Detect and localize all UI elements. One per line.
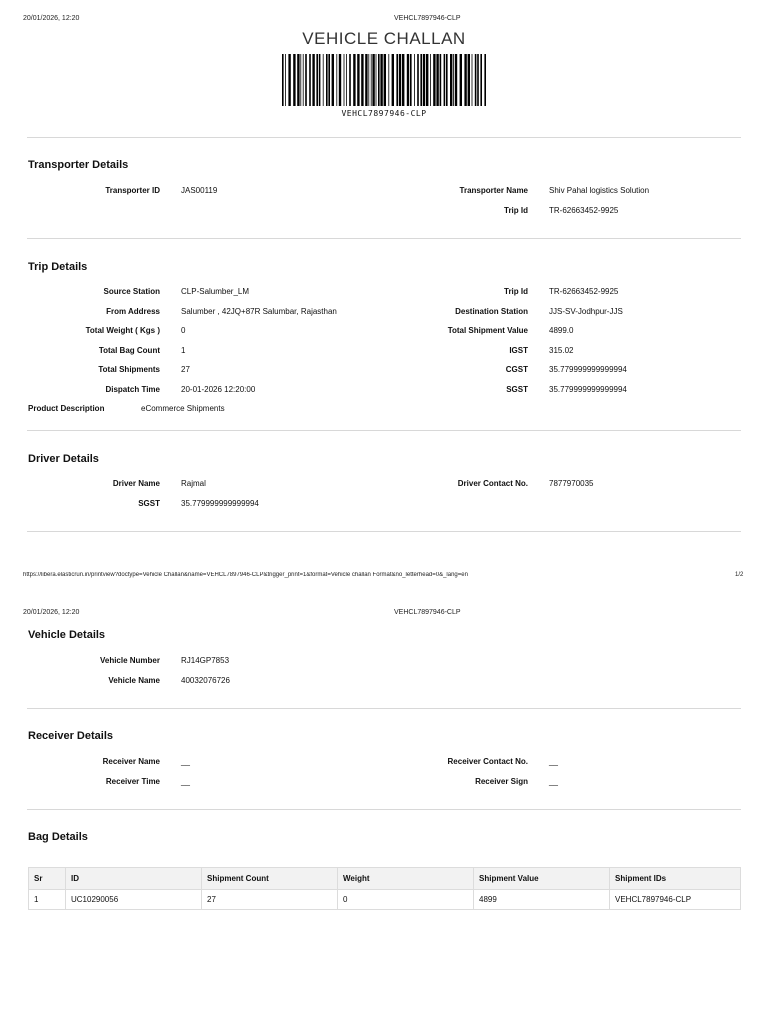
cell-sr: 1 xyxy=(29,890,66,910)
cell-shipment-ids: VEHCL7897946-CLP xyxy=(610,890,741,910)
section-heading-transporter: Transporter Details xyxy=(28,159,129,171)
trip-id-label: Trip Id xyxy=(504,287,528,296)
section-heading-trip: Trip Details xyxy=(28,261,88,273)
section-heading-vehicle: Vehicle Details xyxy=(28,629,106,641)
divider xyxy=(27,238,741,239)
divider xyxy=(27,809,741,810)
total-weight-label: Total Weight ( Kgs ) xyxy=(85,326,160,335)
driver-name-value: Rajmal xyxy=(181,479,206,488)
section-heading-receiver: Receiver Details xyxy=(28,730,113,742)
transporter-trip-value: TR-62663452-9925 xyxy=(549,206,619,215)
cell-id: UC10290056 xyxy=(66,890,202,910)
column-header-shipment-count: Shipment Count xyxy=(202,868,338,890)
cell-shipment-count: 27 xyxy=(202,890,338,910)
divider xyxy=(27,708,741,709)
receiver-time-value: __ xyxy=(181,777,190,786)
transporter-id-value: JAS00119 xyxy=(181,186,218,195)
total-shipment-value-label: Total Shipment Value xyxy=(447,326,528,335)
total-shipment-value-value: 4899.0 xyxy=(549,326,574,335)
receiver-name-value: __ xyxy=(181,757,190,766)
receiver-time-label: Receiver Time xyxy=(105,777,160,786)
product-description-label: Product Description xyxy=(28,404,105,413)
trip-id-value: TR-62663452-9925 xyxy=(549,287,619,296)
source-station-label: Source Station xyxy=(103,287,160,296)
total-bag-count-value: 1 xyxy=(181,345,186,355)
transporter-id-label: Transporter ID xyxy=(105,186,160,195)
column-header-id: ID xyxy=(66,868,202,890)
destination-station-label: Destination Station xyxy=(455,306,528,316)
cell-weight: 0 xyxy=(338,890,474,910)
page-number: 1/2 xyxy=(735,572,744,578)
dispatch-time-value: 20-01-2026 12:20:00 xyxy=(181,384,256,394)
section-heading-bags: Bag Details xyxy=(28,831,88,843)
destination-station-value: JJS-SV-Jodhpur-JJS xyxy=(549,306,623,316)
divider xyxy=(27,531,741,532)
table-header-row xyxy=(29,868,741,890)
dispatch-time-label: Dispatch Time xyxy=(105,384,160,394)
section-heading-driver: Driver Details xyxy=(28,453,99,465)
igst-label: IGST xyxy=(509,345,528,355)
total-shipments-label: Total Shipments xyxy=(98,365,160,374)
total-weight-value: 0 xyxy=(181,326,186,335)
cgst-value: 35.779999999999994 xyxy=(549,365,627,374)
column-header-sr: Sr xyxy=(29,868,66,890)
transporter-trip-label: Trip Id xyxy=(504,206,528,215)
vehicle-name-label: Vehicle Name xyxy=(108,676,160,685)
total-bag-count-label: Total Bag Count xyxy=(98,345,160,355)
divider xyxy=(27,430,741,431)
column-header-weight: Weight xyxy=(338,868,474,890)
cgst-label: CGST xyxy=(505,365,528,374)
table-row xyxy=(29,890,741,910)
sgst-value: 35.779999999999994 xyxy=(549,384,627,394)
from-address-label: From Address xyxy=(106,306,160,316)
divider xyxy=(27,137,741,138)
driver-contact-value: 7877970035 xyxy=(549,479,594,488)
barcode-text: VEHCL7897946-CLP xyxy=(341,109,427,118)
print-doc-id-page2: VEHCL7897946-CLP xyxy=(394,609,461,616)
receiver-contact-value: __ xyxy=(549,757,558,766)
driver-name-label: Driver Name xyxy=(112,479,160,488)
product-description-value: eCommerce Shipments xyxy=(141,404,225,413)
vehicle-name-value: 40032076726 xyxy=(181,676,230,685)
from-address-value: Salumber , 42JQ+87R Salumbar, Rajasthan xyxy=(181,306,337,316)
print-doc-id: VEHCL7897946-CLP xyxy=(394,15,461,22)
source-station-value: CLP-Salumber_LM xyxy=(181,287,250,296)
driver-contact-label: Driver Contact No. xyxy=(457,479,528,488)
driver-sgst-value: 35.779999999999994 xyxy=(181,499,259,508)
igst-value: 315.02 xyxy=(549,345,574,355)
driver-sgst-label: SGST xyxy=(138,499,160,508)
page-title: VEHICLE CHALLAN xyxy=(302,29,466,48)
vehicle-number-value: RJ14GP7853 xyxy=(181,656,230,665)
transporter-name-value: Shiv Pahal logistics Solution xyxy=(549,186,650,195)
barcode-image xyxy=(282,54,487,106)
total-shipments-value: 27 xyxy=(181,365,190,374)
print-url[interactable]: https://libera.elasticrun.in/printview?doctype=Vehicle Challan&name=VEHCL7897946-CLP&trigger_print=1&format=Vehicle challan Format&no_letterhead=0&_lang=en xyxy=(23,572,468,578)
column-header-shipment-value: Shipment Value xyxy=(474,868,610,890)
receiver-sign-value: __ xyxy=(549,777,558,786)
sgst-label: SGST xyxy=(506,384,528,394)
print-timestamp: 20/01/2026, 12:20 xyxy=(23,15,80,22)
cell-shipment-value: 4899 xyxy=(474,890,610,910)
receiver-name-label: Receiver Name xyxy=(102,757,160,766)
column-header-shipment-ids: Shipment IDs xyxy=(610,868,741,890)
transporter-name-label: Transporter Name xyxy=(459,186,528,195)
vehicle-number-label: Vehicle Number xyxy=(99,656,160,665)
bag-details-table xyxy=(28,867,741,910)
print-timestamp-page2: 20/01/2026, 12:20 xyxy=(23,609,80,616)
receiver-contact-label: Receiver Contact No. xyxy=(447,757,528,766)
receiver-sign-label: Receiver Sign xyxy=(475,777,528,786)
